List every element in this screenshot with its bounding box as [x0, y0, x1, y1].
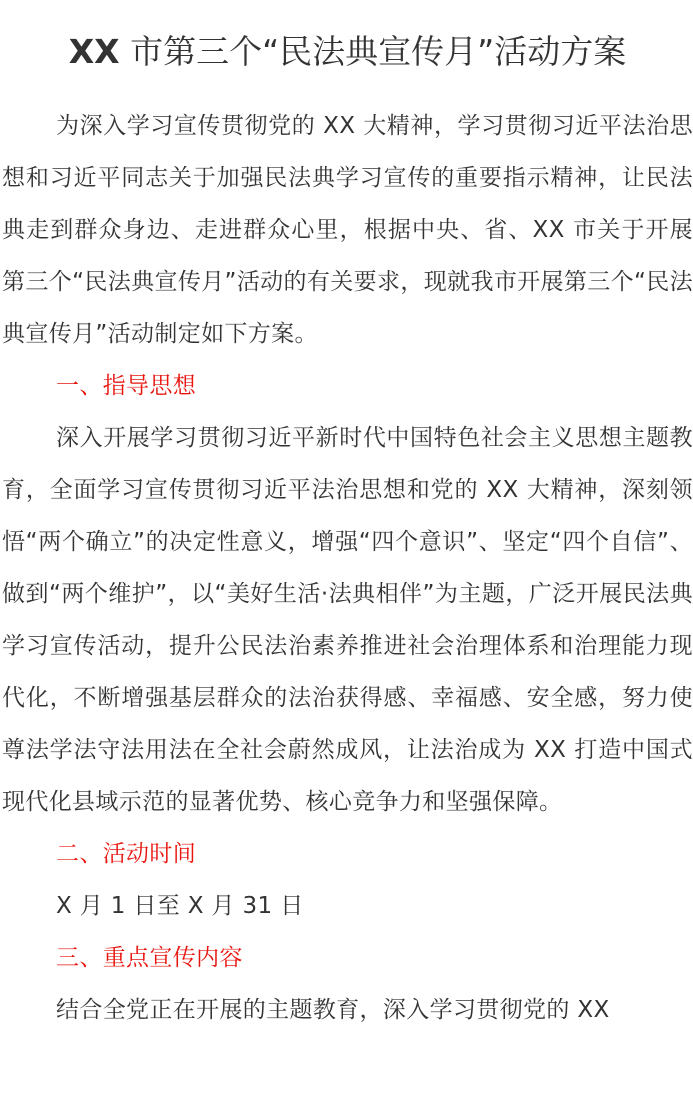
- section-heading-guiding-ideology: 一、指导思想: [56, 373, 197, 399]
- section-heading-activity-time: 二、活动时间: [56, 841, 197, 867]
- section-body-guiding-ideology: 深入开展学习贯彻习近平新时代中国特色社会主义思想主题教育，全面学习宣传贯彻习近平法治思想和党的 XX 大精神，深刻领悟“两个确立”的决定性意义，增强“四个意识”、坚定“四个自信”、做到“两个维护”，以“美好生活·法典相伴”为主题，广泛开展民法典学习宣传活动，提升公民法治素养推进社会治理体系和治理能力现代化，不断增强基层群众的法治获得感、幸福感、安全感，努力使尊法学法守法用法在全社会蔚然成风，让法治成为 XX 打造中国式现代化县域示范的显著优势、核心竞争力和坚强保障。: [2, 425, 693, 815]
- section-body-activity-time: X 月 1 日至 X 月 31 日: [56, 893, 304, 919]
- section-heading-key-content: 三、重点宣传内容: [56, 945, 243, 971]
- document-title: [2, 26, 693, 78]
- section-body-key-content: 结合全党正在开展的主题教育，深入学习贯彻党的 XX: [56, 997, 610, 1023]
- intro-paragraph: 为深入学习宣传贯彻党的 XX 大精神，学习贯彻习近平法治思想和习近平同志关于加强民法典学习宣传的重要指示精神，让民法典走到群众身边、走进群众心里，根据中央、省、XX 市关于开展第三个“民法典宣传月”活动的有关要求，现就我市开展第三个“民法典宣传月”活动制定如下方案。: [2, 113, 693, 347]
- title-prefix: XX: [68, 32, 120, 71]
- title-main: 市第三个“民法典宣传月”活动方案: [119, 32, 627, 71]
